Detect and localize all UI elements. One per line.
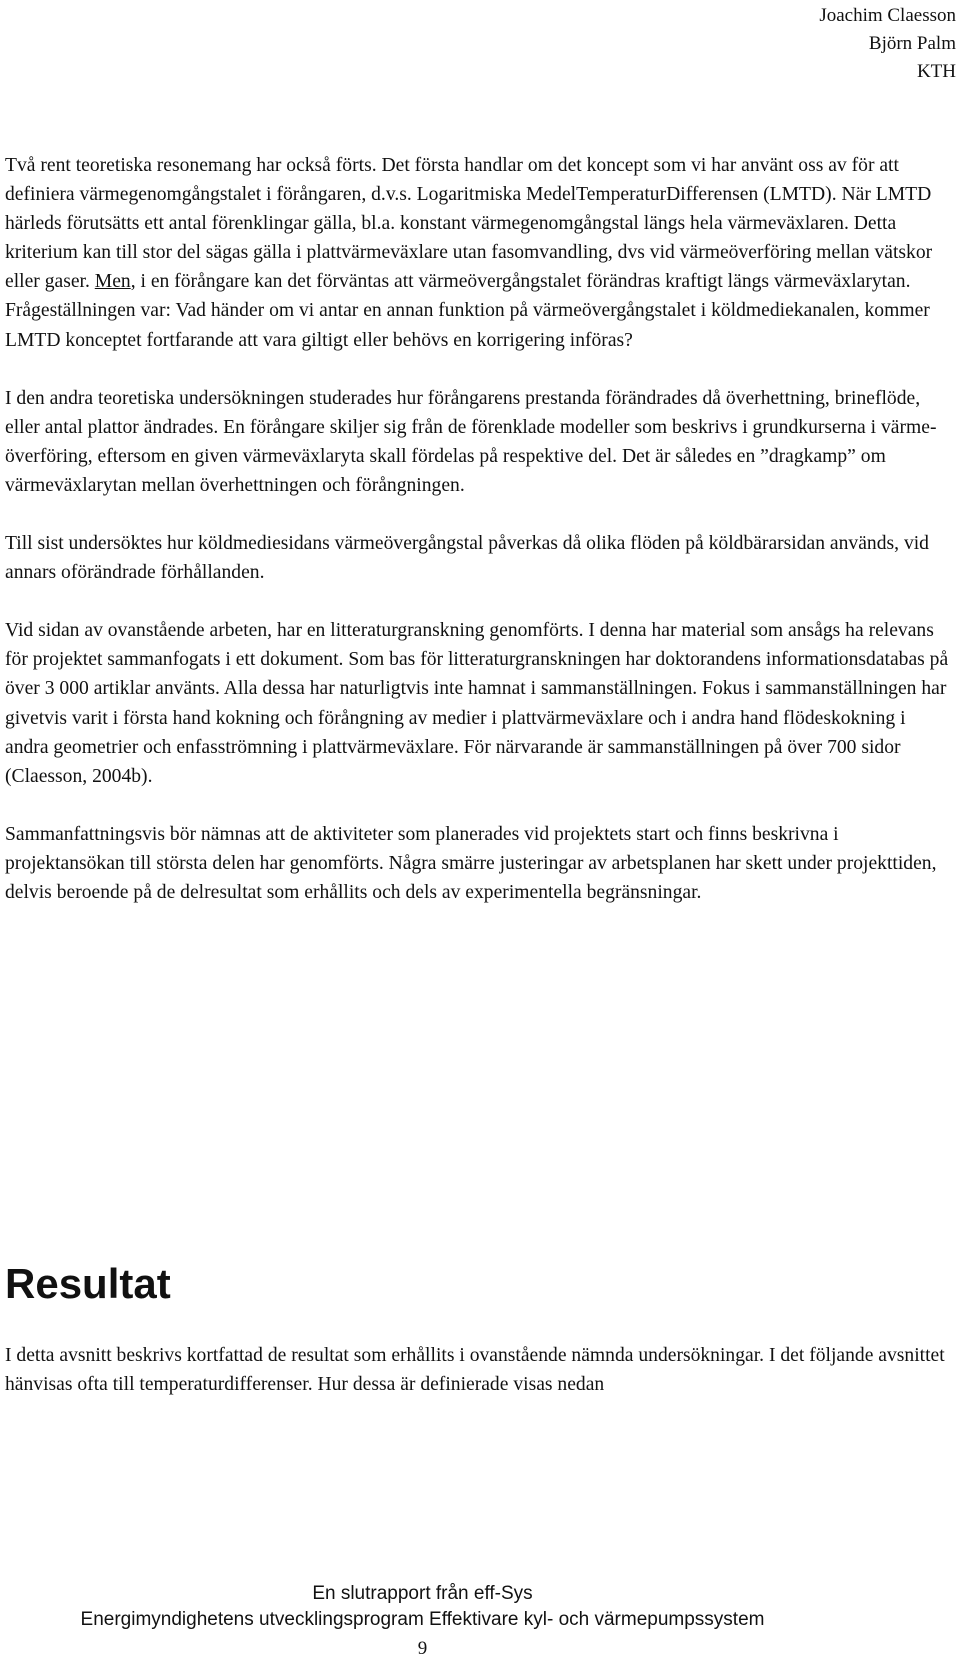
results-section (5, 1260, 950, 1419)
underlined-word: Men (94, 271, 131, 293)
section-heading: Resultat (5, 1260, 171, 1307)
footer-report-title: En slutrapport från eff-Sys (312, 1583, 533, 1604)
page-footer (0, 1581, 845, 1633)
header-author-1: Joachim Claesson (819, 5, 956, 26)
paragraph-summary: Sammanfattningsvis bör nämnas att de aktiviteter som planerades vid projektets start och finns beskrivna i projektansökan till största delen har genomförts. Några smärre justeringar av arbetsplanen har skett under projekttiden, delvis beroende på de delresultat som erhållits och dels av experimentella begränsningar. (5, 823, 937, 903)
paragraph-lmtd-part-1: Två rent teoretiska resonemang har också förts. Det första handlar om det koncept som vi har använt oss av för att definiera värmegenomgångstalet i förångaren, d.v.s. Logaritmiska MedelTemperaturDifferensen (LMTD). När LMTD härleds förutsätts ett antal förenklingar gälla, bl.a. konstant värmegenomgångstal längs hela värmeväxlaren. Detta kriterium kan till stor del sägas gälla i plattvärmeväxlare utan fasomvandling, dvs vid värmeöverföring mellan vätskor eller gaser. (5, 155, 933, 293)
paragraph-evaporator-performance: I den andra teoretiska undersökningen studerades hur förångarens prestanda förändrades då överhettning, brineflöde, eller antal plattor ändrades. En förångare skiljer sig från de förenklade modeller som beskrivs i grundkurserna i värmeöverföring, eftersom en given värmeväxlaryta skall fördelas på respektive del. Det är således en ”dragkamp” om värmeväxlarytan mellan överhettningen och förångningen. (5, 387, 937, 496)
header-institution: KTH (916, 61, 956, 82)
paragraph-lmtd (5, 151, 950, 355)
page-number: 9 (417, 1638, 428, 1659)
main-text (5, 151, 950, 907)
header-author-2: Björn Palm (868, 33, 956, 54)
paragraph-refrigerant-heat-transfer: Till sist undersöktes hur köldmediesidans värmeövergångstal påverkas då olika flöden på köldbärarsidan används, vid annars oförändrade förhållanden. (5, 533, 929, 584)
results-intro-paragraph: I detta avsnitt beskrivs kortfattad de resultat som erhållits i ovanstående nämnda undersökningar. I det följande avsnittet hänvisas ofta till temperaturdifferenser. Hur dessa är definierade visas nedan (5, 1345, 945, 1396)
page-header (819, 2, 956, 86)
footer-program-name: Energimyndighetens utvecklingsprogram Effektivare kyl- och värmepumpssystem (80, 1609, 765, 1630)
paragraph-literature-review: Vid sidan av ovanstående arbeten, har en litteraturgranskning genomförts. I denna har material som ansågs ha relevans för projektet sammanfogats i ett dokument. Som bas för litteraturgranskningen har doktorandens informationsdatabas på över 3 000 artiklar använts. Alla dessa har naturligtvis inte hamnat i sammanställningen. Fokus i sammanställningen har givetvis varit i första hand kokning och förångning av medier i plattvärmeväxlare och i andra hand flödeskokning i andra geometrier och enfasströmning i plattvärmeväxlare. För närvarande är sammanställningen på över 700 sidor (Claesson, 2004b). (5, 620, 949, 787)
paragraph-lmtd-part-2: , i en förångare kan det förväntas att värmeövergångstalet förändras kraftigt längs värmeväxlarytan. Frågeställningen var: Vad händer om vi antar en annan funktion på värmeövergångstalet i köldmediekanalen, kommer LMTD konceptet fortfarande att vara giltigt eller behövs en korrigering införas? (5, 271, 930, 351)
